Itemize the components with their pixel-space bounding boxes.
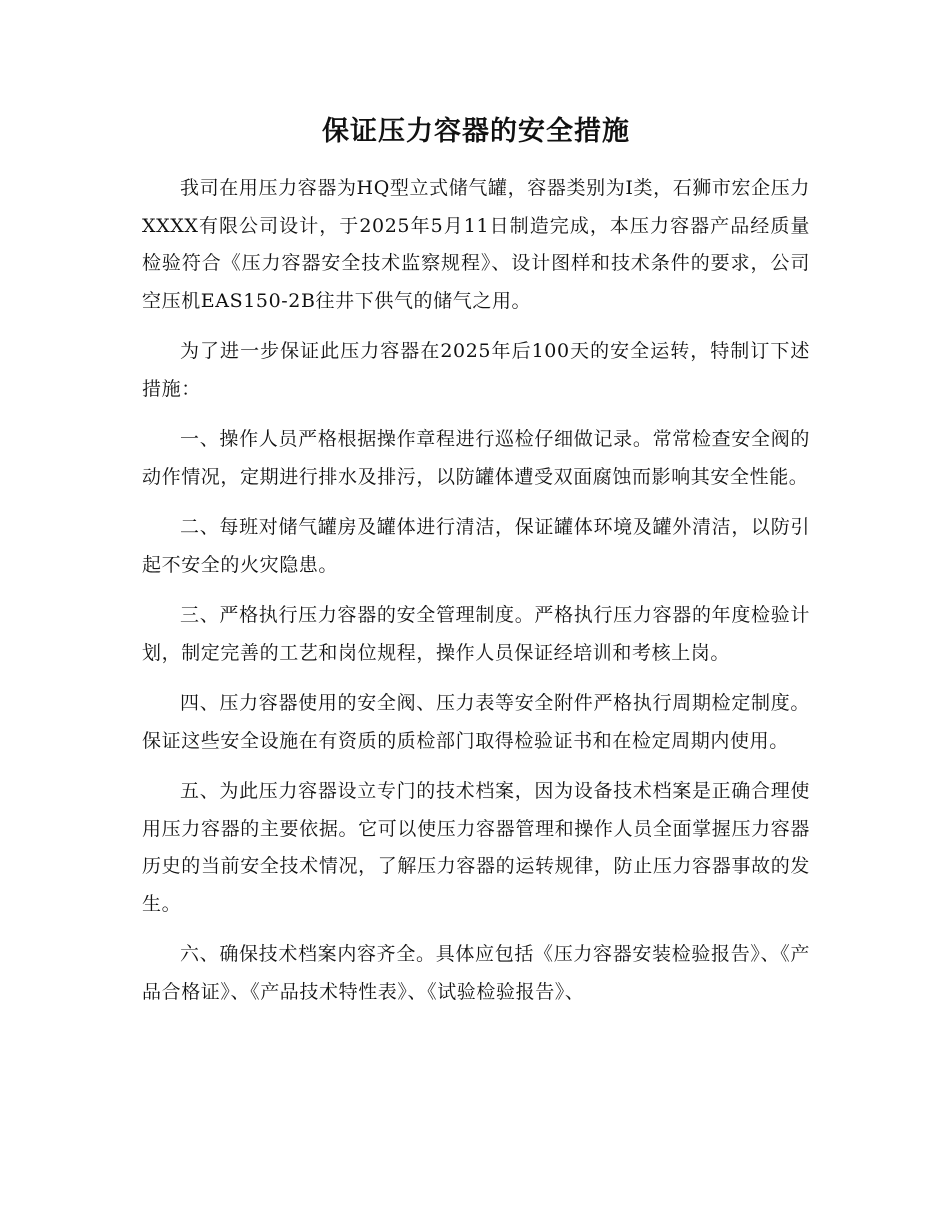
paragraph-purpose: 为了进一步保证此压力容器在2025年后100天的安全运转，特制订下述措施： — [142, 340, 810, 400]
paragraph-measure-3: 三、严格执行压力容器的安全管理制度。严格执行压力容器的年度检验计划，制定完善的工艺和岗位规程，操作人员保证经培训和考核上岗。 — [142, 604, 810, 664]
document-title: 保证压力容器的安全措施 — [322, 116, 630, 147]
paragraph-intro: 我司在用压力容器为HQ型立式储气罐，容器类别为Ⅰ类，石狮市宏企压力XXXX有限公司设计，于2025年5月11日制造完成，本压力容器产品经质量检验符合《压力容器安全技术监察规程》、设计图样和技术条件的要求，公司空压机EAS150-2B往井下供气的储气之用。 — [142, 177, 810, 312]
paragraph-measure-1: 一、操作人员严格根据操作章程进行巡检仔细做记录。常常检查安全阀的动作情况，定期进行排水及排污，以防罐体遭受双面腐蚀而影响其安全性能。 — [142, 428, 810, 488]
document-page — [142, 112, 810, 1024]
paragraph-measure-2: 二、每班对储气罐房及罐体进行清洁，保证罐体环境及罐外清洁，以防引起不安全的火灾隐患。 — [142, 516, 810, 576]
paragraph-measure-5: 五、为此压力容器设立专门的技术档案，因为设备技术档案是正确合理使用压力容器的主要依据。它可以使压力容器管理和操作人员全面掌握压力容器历史的当前安全技术情况，了解压力容器的运转规律，防止压力容器事故的发生。 — [142, 780, 810, 915]
paragraph-measure-6: 六、确保技术档案内容齐全。具体应包括《压力容器安装检验报告》、《产品合格证》、《产品技术特性表》、《试验检验报告》、 — [142, 943, 810, 1003]
paragraph-measure-4: 四、压力容器使用的安全阀、压力表等安全附件严格执行周期检定制度。保证这些安全设施在有资质的质检部门取得检验证书和在检定周期内使用。 — [142, 692, 810, 752]
